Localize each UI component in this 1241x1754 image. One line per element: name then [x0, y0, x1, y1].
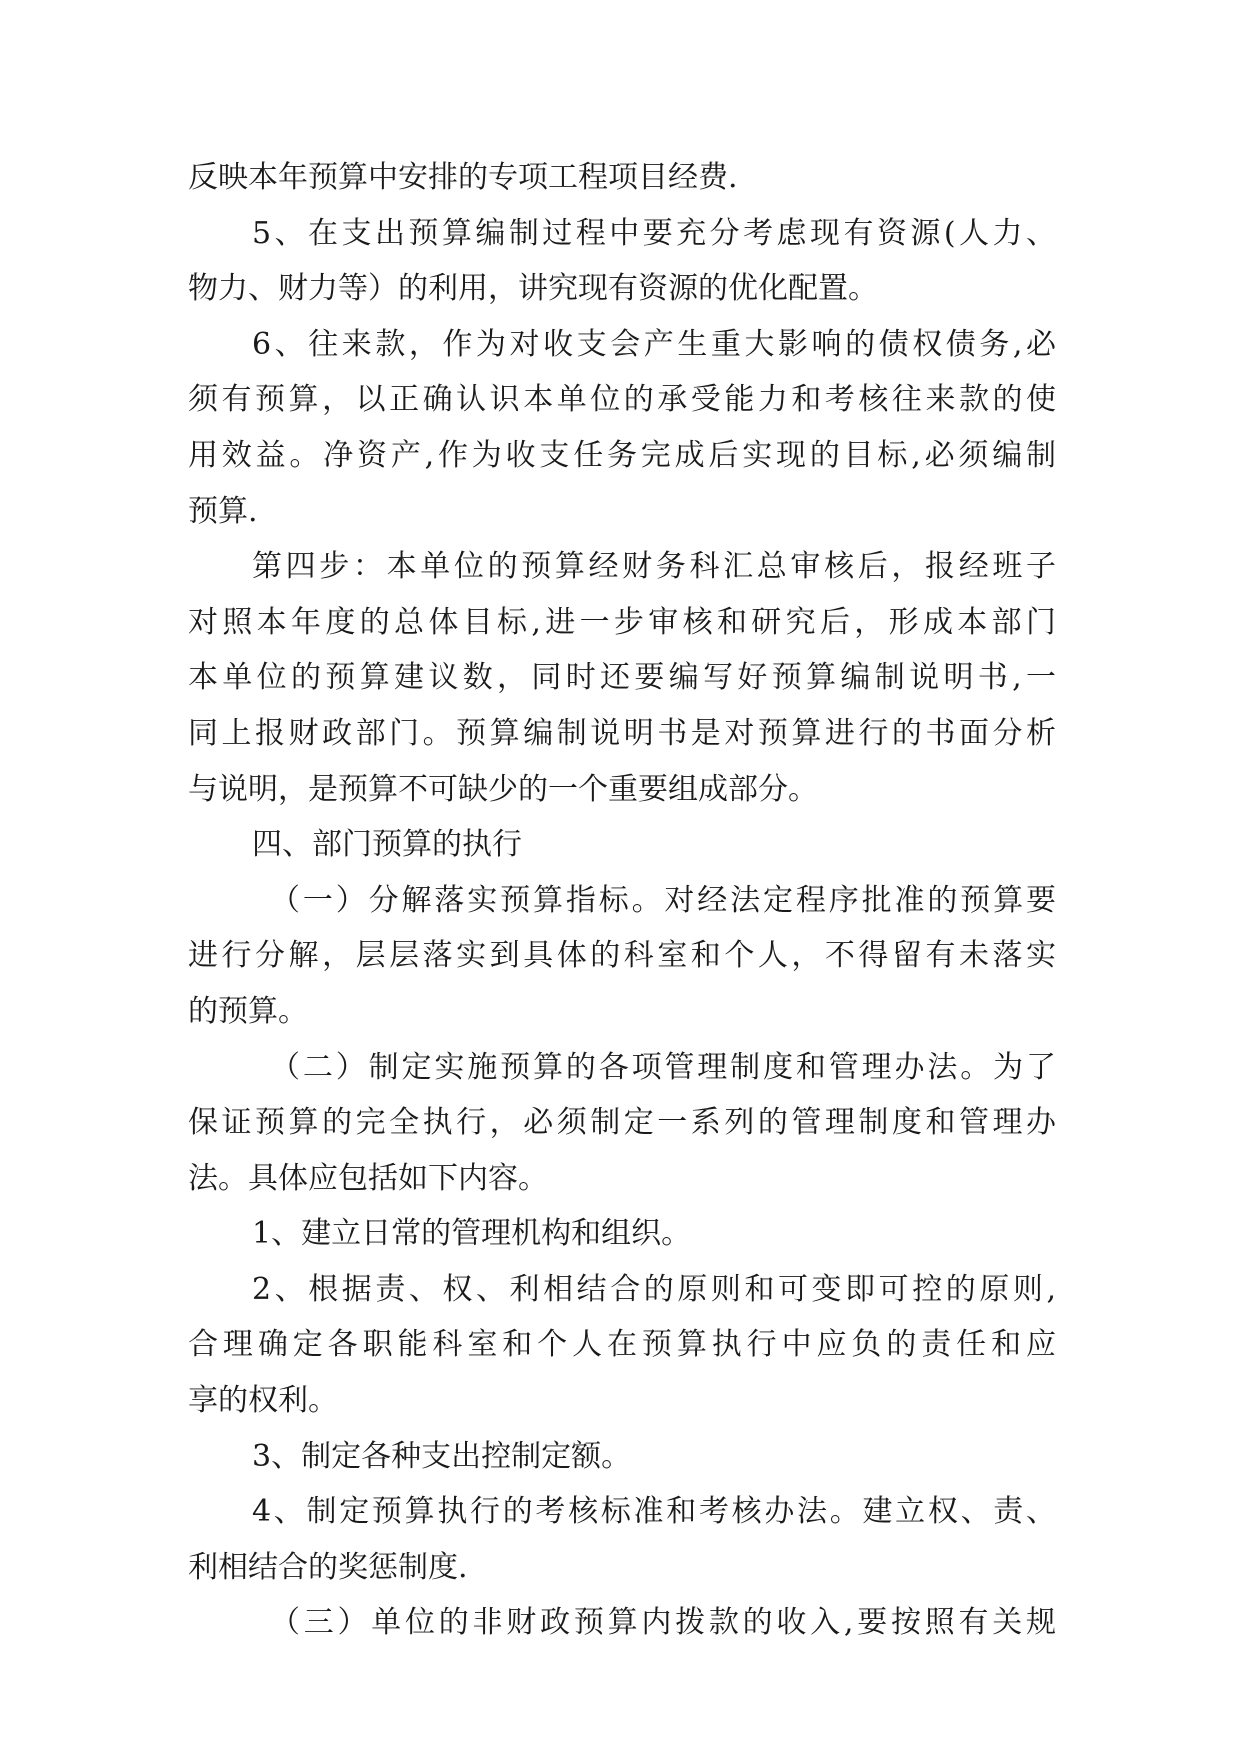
text-line: 3、制定各种支出控制定额。 [252, 1438, 632, 1474]
text-line: 第四步：本单位的预算经财务科汇总审核后，报经班子 [252, 549, 1056, 585]
text-line: 1、建立日常的管理机构和组织。 [252, 1216, 692, 1252]
text-line: 物力、财力等）的利用，讲究现有资源的优化配置。 [188, 271, 878, 307]
text-line: 的预算。 [188, 993, 308, 1029]
text-line: （二）制定实施预算的各项管理制度和管理办法。为了 [270, 1049, 1056, 1085]
text-line: 用效益。净资产,作为收支任务完成后实现的目标,必须编制 [188, 437, 1056, 473]
text-line: 4、制定预算执行的考核标准和考核办法。建立权、责、 [252, 1494, 1056, 1530]
text-line: 进行分解，层层落实到具体的科室和个人，不得留有未落实 [188, 938, 1056, 974]
text-line: 法。具体应包括如下内容。 [188, 1160, 548, 1196]
text-line: 利相结合的奖惩制度. [188, 1549, 468, 1585]
text-line: 5、在支出预算编制过程中要充分考虑现有资源(人力、 [252, 215, 1056, 251]
text-line: 同上报财政部门。预算编制说明书是对预算进行的书面分析 [188, 715, 1056, 751]
text-line: （一）分解落实预算指标。对经法定程序批准的预算要 [270, 882, 1056, 918]
text-line: 对照本年度的总体目标,进一步审核和研究后，形成本部门 [188, 604, 1056, 640]
text-line: 本单位的预算建议数，同时还要编写好预算编制说明书,一 [188, 660, 1056, 696]
text-line: 合理确定各职能科室和个人在预算执行中应负的责任和应 [188, 1327, 1056, 1363]
text-line: 预算. [188, 493, 258, 529]
text-line: 反映本年预算中安排的专项工程项目经费. [188, 160, 738, 195]
text-line: 6、往来款，作为对收支会产生重大影响的债权债务,必 [252, 326, 1056, 362]
section-heading: 四、部门预算的执行 [252, 827, 522, 863]
text-line: 2、根据责、权、利相结合的原则和可变即可控的原则, [252, 1271, 1056, 1307]
text-line: 享的权利。 [188, 1383, 338, 1419]
text-line: （三）单位的非财政预算内拨款的收入,要按照有关规 [270, 1605, 1056, 1641]
text-line: 须有预算，以正确认识本单位的承受能力和考核往来款的使 [188, 382, 1056, 418]
text-line: 与说明，是预算不可缺少的一个重要组成部分。 [188, 771, 818, 807]
text-line: 保证预算的完全执行，必须制定一系列的管理制度和管理办 [188, 1105, 1056, 1141]
body-text [188, 150, 1056, 1651]
